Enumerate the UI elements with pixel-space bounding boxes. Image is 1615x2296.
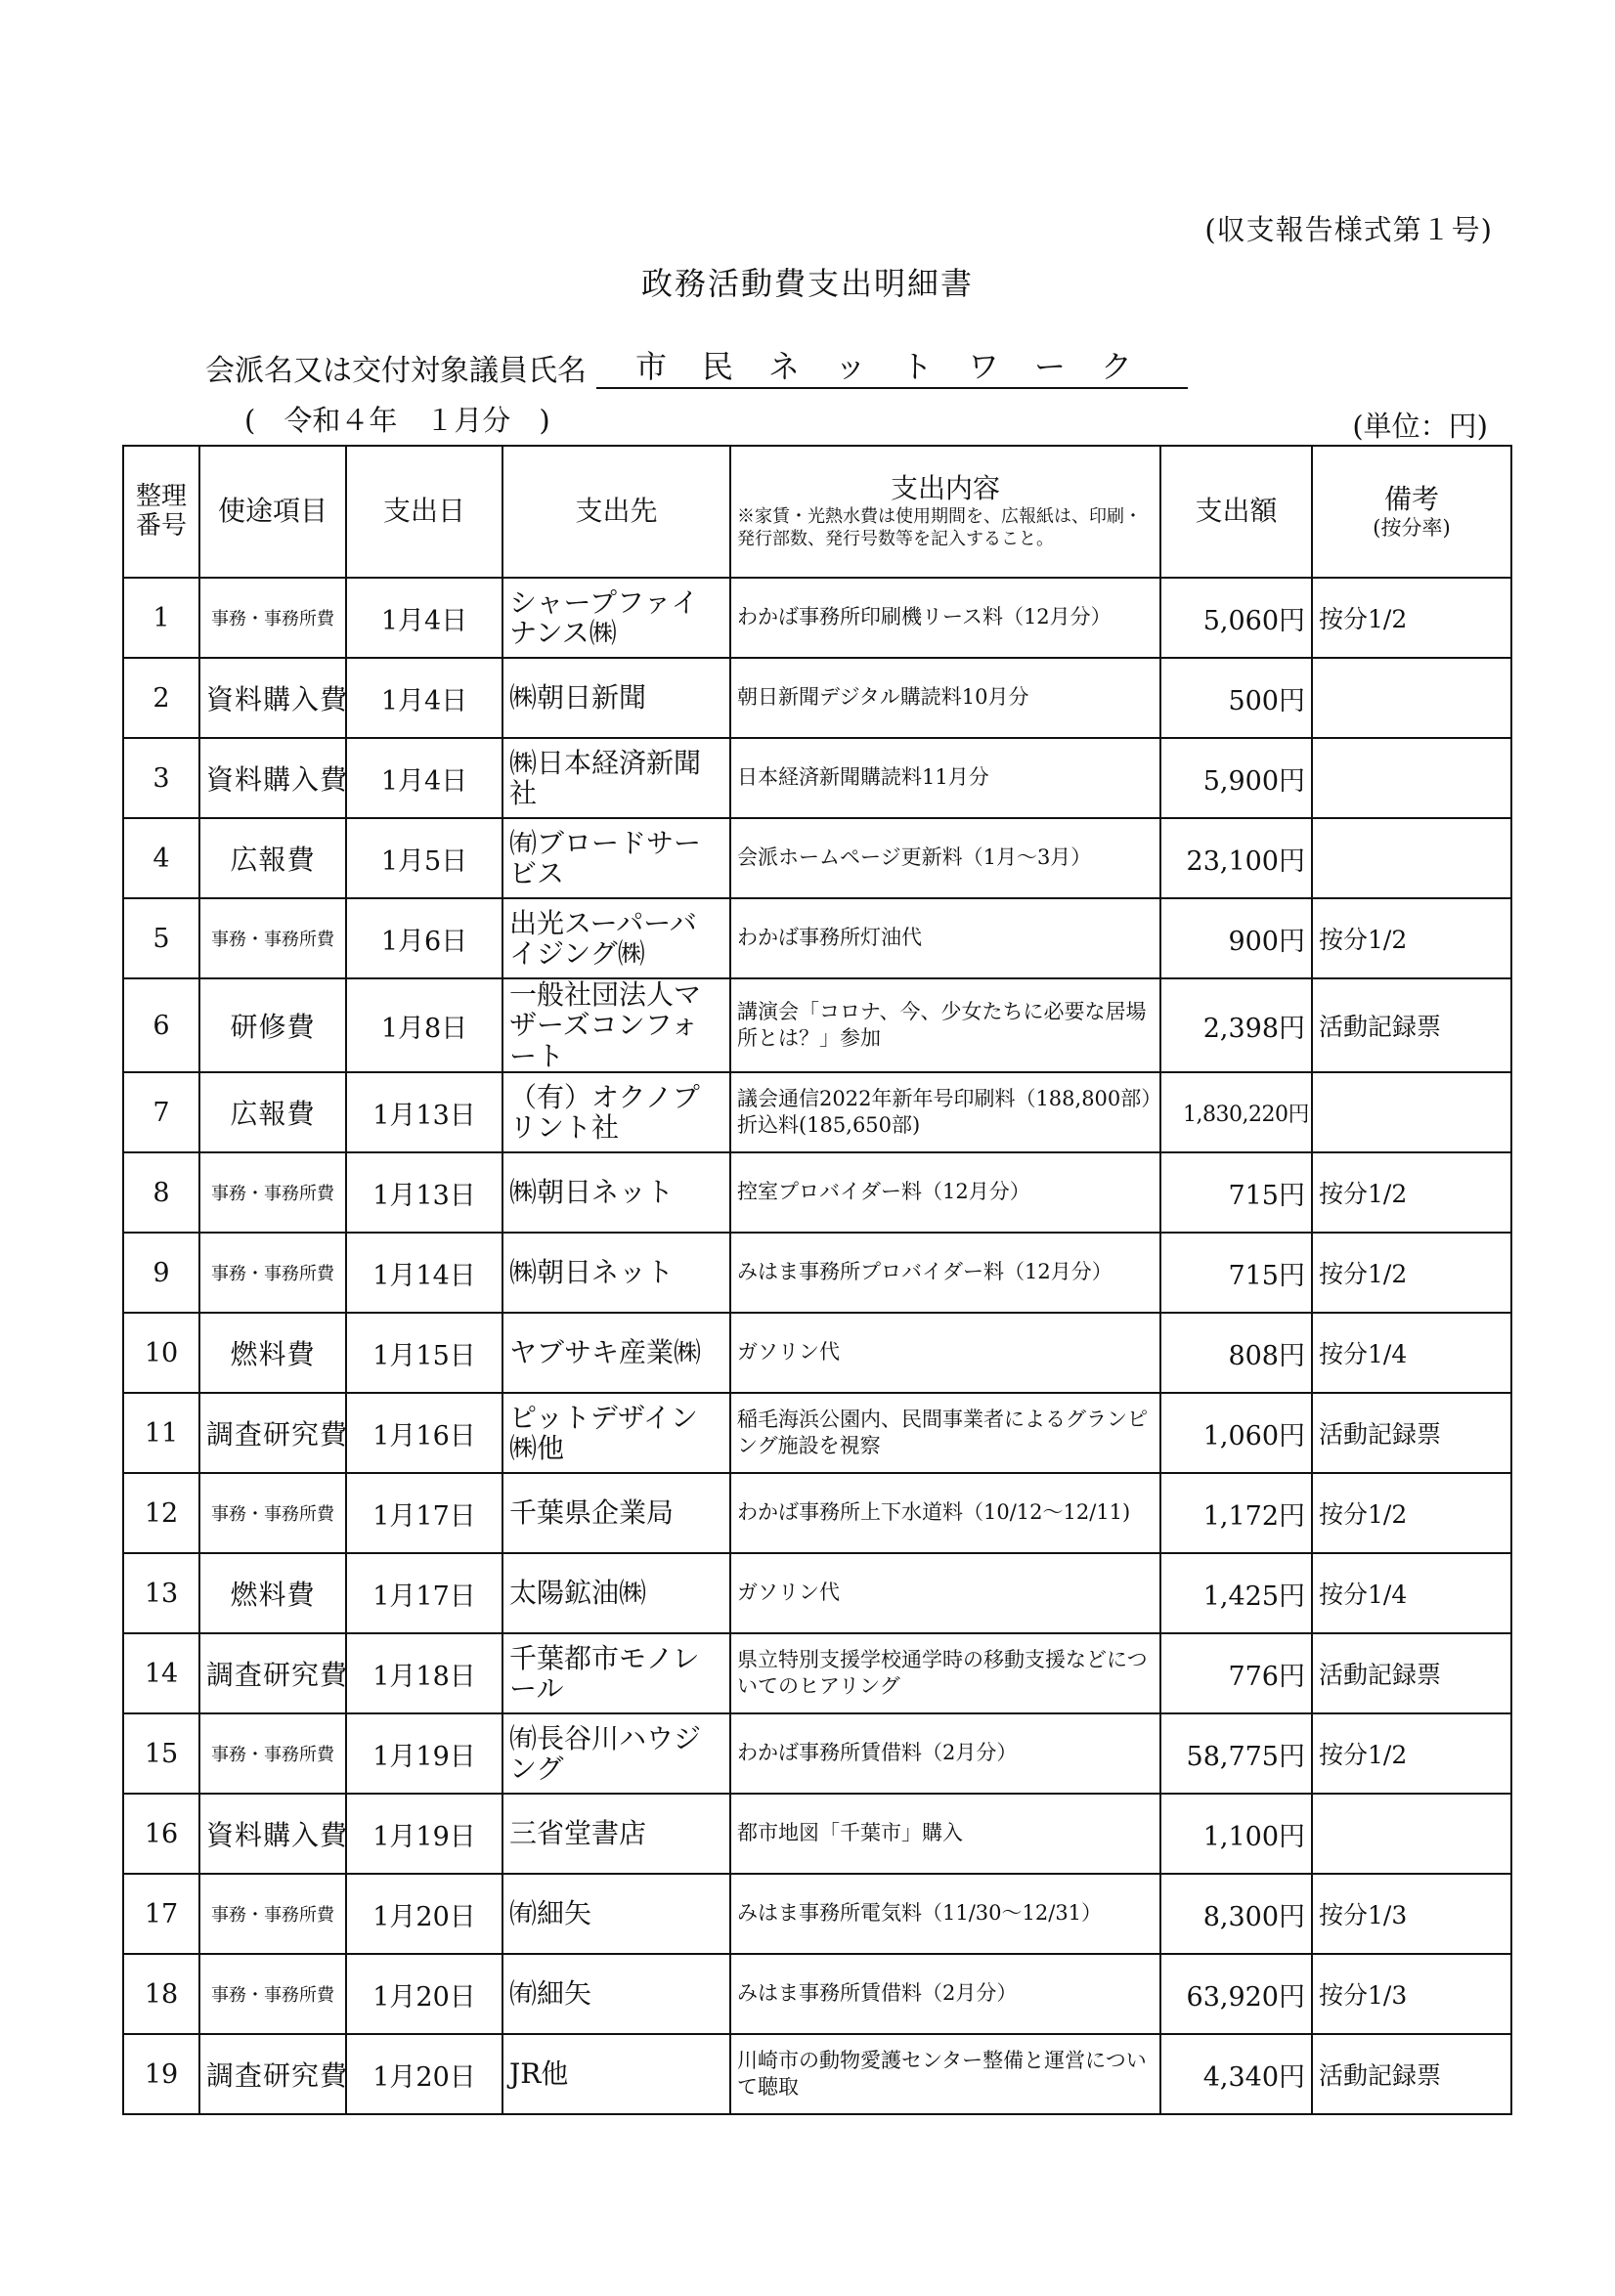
row-payee: シャープファイナンス㈱ — [502, 578, 730, 658]
row-date: 1月15日 — [346, 1313, 502, 1393]
row-amount: 8,300円 — [1160, 1874, 1312, 1954]
row-amount: 63,920円 — [1160, 1954, 1312, 2034]
table-header-row — [123, 446, 1511, 578]
table-row — [123, 898, 1511, 978]
table-row — [123, 1152, 1511, 1233]
row-content: 講演会「コロナ、今、少女たちに必要な居場所とは？」参加 — [730, 978, 1160, 1072]
table-row — [123, 1794, 1511, 1874]
header-content — [730, 446, 1160, 578]
row-content: 会派ホームページ更新料（1月～3月） — [730, 818, 1160, 898]
row-amount: 2,398円 — [1160, 978, 1312, 1072]
row-amount: 715円 — [1160, 1233, 1312, 1313]
row-payee: ㈲細矢 — [502, 1954, 730, 2034]
row-remarks: 按分1/4 — [1312, 1553, 1511, 1633]
row-category: 事務・事務所費 — [199, 1954, 346, 2034]
row-payee: ㈲ブロードサービス — [502, 818, 730, 898]
row-payee: ㈱朝日新聞 — [502, 658, 730, 738]
row-remarks: 按分1/2 — [1312, 578, 1511, 658]
row-amount: 500円 — [1160, 658, 1312, 738]
row-category: 事務・事務所費 — [199, 1713, 346, 1794]
row-payee: ㈱朝日ネット — [502, 1152, 730, 1233]
table-body — [123, 578, 1511, 2114]
table-row — [123, 1553, 1511, 1633]
table-row — [123, 1633, 1511, 1713]
row-date: 1月4日 — [346, 738, 502, 818]
row-date: 1月18日 — [346, 1633, 502, 1713]
row-remarks: 按分1/2 — [1312, 1233, 1511, 1313]
row-date: 1月6日 — [346, 898, 502, 978]
table-row — [123, 738, 1511, 818]
row-number: 8 — [123, 1152, 199, 1233]
row-amount: 715円 — [1160, 1152, 1312, 1233]
row-number: 7 — [123, 1072, 199, 1152]
row-amount: 1,100円 — [1160, 1794, 1312, 1874]
row-content: ガソリン代 — [730, 1553, 1160, 1633]
row-date: 1月14日 — [346, 1233, 502, 1313]
row-date: 1月20日 — [346, 1874, 502, 1954]
header-date: 支出日 — [346, 446, 502, 578]
row-category: 調査研究費 — [199, 1633, 346, 1713]
row-content: みはま事務所プロバイダー料（12月分） — [730, 1233, 1160, 1313]
row-category: 調査研究費 — [199, 2034, 346, 2114]
row-remarks: 按分1/2 — [1312, 1713, 1511, 1794]
row-content: みはま事務所電気料（11/30～12/31） — [730, 1874, 1160, 1954]
header-payee: 支出先 — [502, 446, 730, 578]
row-amount: 1,172円 — [1160, 1473, 1312, 1553]
row-content: 川崎市の動物愛護センター整備と運営について聴取 — [730, 2034, 1160, 2114]
row-remarks: 活動記録票 — [1312, 1633, 1511, 1713]
table-row — [123, 818, 1511, 898]
row-amount: 808円 — [1160, 1313, 1312, 1393]
row-remarks — [1312, 1794, 1511, 1874]
submitter-line — [205, 342, 1188, 389]
row-remarks: 按分1/3 — [1312, 1954, 1511, 2034]
row-number: 14 — [123, 1633, 199, 1713]
row-content: ガソリン代 — [730, 1313, 1160, 1393]
row-category: 事務・事務所費 — [199, 578, 346, 658]
row-date: 1月13日 — [346, 1152, 502, 1233]
row-payee: （有）オクノプリント社 — [502, 1072, 730, 1152]
row-remarks — [1312, 738, 1511, 818]
row-payee: ㈲細矢 — [502, 1874, 730, 1954]
row-payee: JR他 — [502, 2034, 730, 2114]
row-category: 事務・事務所費 — [199, 898, 346, 978]
row-date: 1月13日 — [346, 1072, 502, 1152]
row-number: 2 — [123, 658, 199, 738]
row-date: 1月8日 — [346, 978, 502, 1072]
row-payee: 三省堂書店 — [502, 1794, 730, 1874]
table-row — [123, 1072, 1511, 1152]
row-remarks — [1312, 658, 1511, 738]
row-payee: 出光スーパーバイジング㈱ — [502, 898, 730, 978]
row-content: 県立特別支援学校通学時の移動支援などについてのヒアリング — [730, 1633, 1160, 1713]
table-row — [123, 978, 1511, 1072]
header-content-label: 支出内容 — [890, 471, 1000, 504]
row-number: 10 — [123, 1313, 199, 1393]
table-row — [123, 1313, 1511, 1393]
form-number: (収支報告様式第１号) — [1204, 213, 1493, 246]
row-payee: ピットデザイン㈱他 — [502, 1393, 730, 1473]
row-content: わかば事務所上下水道料（10/12～12/11) — [730, 1473, 1160, 1553]
row-number: 6 — [123, 978, 199, 1072]
row-category: 資料購入費 — [199, 1794, 346, 1874]
row-content: 都市地図「千葉市」購入 — [730, 1794, 1160, 1874]
submitter-name: 市民ネットワーク — [596, 342, 1188, 389]
row-content: 議会通信2022年新年号印刷料（188,800部） 折込料(185,650部) — [730, 1072, 1160, 1152]
header-content-note: ※家賃・光熱水費は使用期間を、広報紙は、印刷・発行部数、発行号数等を記入すること。 — [737, 506, 1142, 549]
row-content: わかば事務所印刷機リース料（12月分） — [730, 578, 1160, 658]
table-row — [123, 2034, 1511, 2114]
header-remarks — [1312, 446, 1511, 578]
row-category: 事務・事務所費 — [199, 1152, 346, 1233]
row-amount: 1,830,220円 — [1160, 1072, 1312, 1152]
row-number: 16 — [123, 1794, 199, 1874]
row-number: 11 — [123, 1393, 199, 1473]
row-date: 1月16日 — [346, 1393, 502, 1473]
row-remarks: 按分1/3 — [1312, 1874, 1511, 1954]
row-content: みはま事務所賃借料（2月分） — [730, 1954, 1160, 2034]
table-row — [123, 1713, 1511, 1794]
header-amount: 支出額 — [1160, 446, 1312, 578]
row-amount: 5,060円 — [1160, 578, 1312, 658]
row-category: 調査研究費 — [199, 1393, 346, 1473]
row-number: 3 — [123, 738, 199, 818]
row-remarks: 按分1/4 — [1312, 1313, 1511, 1393]
row-category: 広報費 — [199, 818, 346, 898]
row-number: 12 — [123, 1473, 199, 1553]
row-date: 1月4日 — [346, 658, 502, 738]
row-amount: 5,900円 — [1160, 738, 1312, 818]
row-content: 朝日新聞デジタル購読料10月分 — [730, 658, 1160, 738]
table-row — [123, 1874, 1511, 1954]
row-payee: 太陽鉱油㈱ — [502, 1553, 730, 1633]
row-remarks: 按分1/2 — [1312, 898, 1511, 978]
row-number: 4 — [123, 818, 199, 898]
row-content: 日本経済新聞購読料11月分 — [730, 738, 1160, 818]
table-row — [123, 1473, 1511, 1553]
table-row — [123, 1954, 1511, 2034]
table-row — [123, 1393, 1511, 1473]
row-remarks: 活動記録票 — [1312, 2034, 1511, 2114]
row-date: 1月5日 — [346, 818, 502, 898]
row-category: 事務・事務所費 — [199, 1233, 346, 1313]
row-remarks — [1312, 1072, 1511, 1152]
row-date: 1月17日 — [346, 1473, 502, 1553]
row-category: 資料購入費 — [199, 738, 346, 818]
row-payee: 一般社団法人マザーズコンフォート — [502, 978, 730, 1072]
row-number: 19 — [123, 2034, 199, 2114]
row-number: 5 — [123, 898, 199, 978]
row-remarks — [1312, 818, 1511, 898]
expense-table — [122, 445, 1512, 2115]
document-title: 政務活動費支出明細書 — [640, 265, 974, 302]
row-remarks: 活動記録票 — [1312, 1393, 1511, 1473]
row-category: 燃料費 — [199, 1313, 346, 1393]
row-content: 控室プロバイダー料（12月分） — [730, 1152, 1160, 1233]
header-remarks-note: (按分率) — [1373, 515, 1451, 540]
row-number: 15 — [123, 1713, 199, 1794]
header-category: 使途項目 — [199, 446, 346, 578]
row-number: 17 — [123, 1874, 199, 1954]
row-content: 稲毛海浜公園内、民間事業者によるグランピング施設を視察 — [730, 1393, 1160, 1473]
row-category: 研修費 — [199, 978, 346, 1072]
header-number: 整理番号 — [123, 446, 199, 578]
row-remarks: 活動記録票 — [1312, 978, 1511, 1072]
row-payee: ヤブサキ産業㈱ — [502, 1313, 730, 1393]
row-amount: 4,340円 — [1160, 2034, 1312, 2114]
submitter-label: 会派名又は交付対象議員氏名 — [205, 354, 587, 388]
row-remarks: 按分1/2 — [1312, 1152, 1511, 1233]
row-date: 1月20日 — [346, 1954, 502, 2034]
table-row — [123, 1233, 1511, 1313]
row-number: 1 — [123, 578, 199, 658]
row-payee: 千葉都市モノレール — [502, 1633, 730, 1713]
row-amount: 1,425円 — [1160, 1553, 1312, 1633]
row-content: わかば事務所灯油代 — [730, 898, 1160, 978]
row-number: 9 — [123, 1233, 199, 1313]
currency-unit: (単位：円) — [1352, 410, 1488, 443]
reporting-period: ( 令和４年 １月分 ) — [244, 404, 550, 437]
row-payee: ㈱朝日ネット — [502, 1233, 730, 1313]
row-date: 1月19日 — [346, 1794, 502, 1874]
row-payee: ㈱日本経済新聞社 — [502, 738, 730, 818]
row-category: 事務・事務所費 — [199, 1874, 346, 1954]
row-amount: 900円 — [1160, 898, 1312, 978]
row-remarks: 按分1/2 — [1312, 1473, 1511, 1553]
row-amount: 23,100円 — [1160, 818, 1312, 898]
row-number: 18 — [123, 1954, 199, 2034]
row-payee: 千葉県企業局 — [502, 1473, 730, 1553]
table-row — [123, 658, 1511, 738]
row-date: 1月4日 — [346, 578, 502, 658]
row-payee: ㈲長谷川ハウジング — [502, 1713, 730, 1794]
row-date: 1月20日 — [346, 2034, 502, 2114]
row-number: 13 — [123, 1553, 199, 1633]
row-category: 燃料費 — [199, 1553, 346, 1633]
row-amount: 58,775円 — [1160, 1713, 1312, 1794]
row-amount: 776円 — [1160, 1633, 1312, 1713]
table-row — [123, 578, 1511, 658]
row-date: 1月19日 — [346, 1713, 502, 1794]
row-content: わかば事務所賃借料（2月分） — [730, 1713, 1160, 1794]
row-date: 1月17日 — [346, 1553, 502, 1633]
row-category: 資料購入費 — [199, 658, 346, 738]
row-category: 広報費 — [199, 1072, 346, 1152]
row-amount: 1,060円 — [1160, 1393, 1312, 1473]
row-category: 事務・事務所費 — [199, 1473, 346, 1553]
header-remarks-label: 備考 — [1383, 483, 1439, 516]
